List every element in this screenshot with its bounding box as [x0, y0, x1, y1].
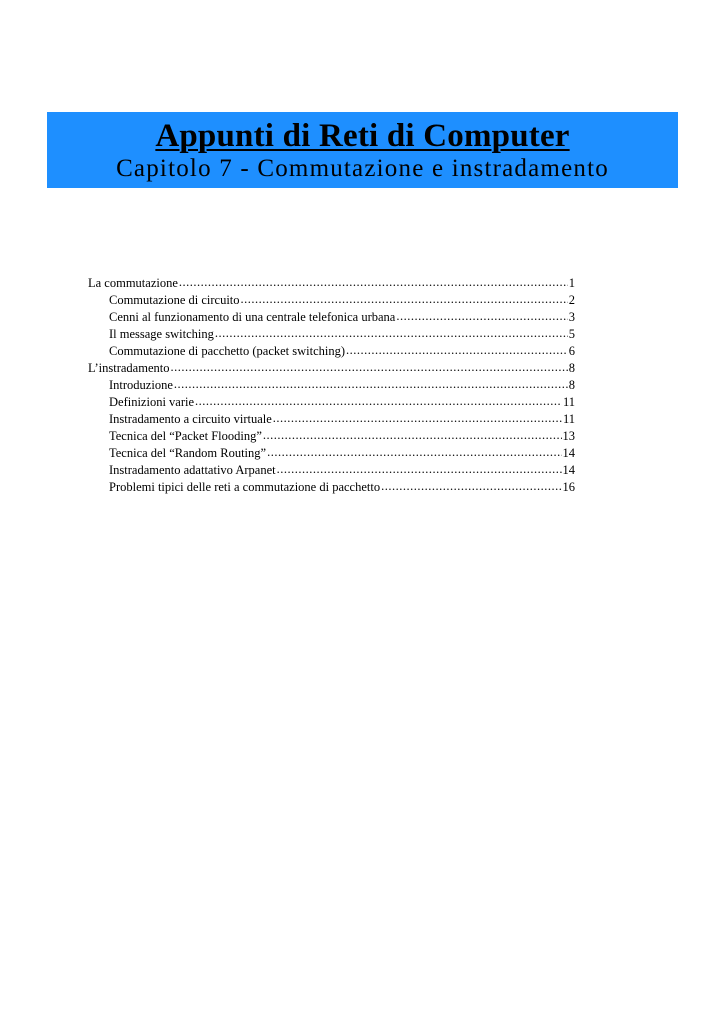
toc-page-number: 14 — [562, 463, 575, 477]
toc-page-number: 11 — [562, 412, 575, 426]
toc-entry-label: Problemi tipici delle reti a commutazione di pacchetto — [109, 480, 381, 494]
toc-entry-label: La commutazione — [88, 276, 178, 290]
toc-dot-leader — [381, 478, 561, 495]
toc-entry-label: Introduzione — [109, 378, 173, 392]
toc-entry-label: Instradamento adattativo Arpanet — [109, 463, 276, 477]
table-of-contents — [88, 275, 575, 496]
toc-dot-leader — [277, 461, 562, 478]
document-title: Appunti di Reti di Computer — [155, 118, 570, 154]
toc-entry-definizioni-varie[interactable] — [88, 394, 575, 411]
toc-page-number: 6 — [568, 344, 575, 358]
toc-page-number: 13 — [562, 429, 575, 443]
toc-entry-label: Cenni al funzionamento di una centrale telefonica urbana — [109, 310, 396, 324]
toc-entry-packet-flooding[interactable] — [88, 428, 575, 445]
chapter-subtitle: Capitolo 7 - Commutazione e instradamento — [116, 155, 609, 182]
toc-page-number: 14 — [562, 446, 575, 460]
toc-entry-centrale-telefonica[interactable] — [88, 309, 575, 326]
title-banner — [47, 112, 678, 188]
toc-entry-label: Tecnica del “Random Routing” — [109, 446, 267, 460]
toc-entry-label: Commutazione di circuito — [109, 293, 240, 307]
toc-dot-leader — [267, 444, 561, 461]
toc-entry-introduzione[interactable] — [88, 377, 575, 394]
toc-dot-leader — [346, 342, 568, 359]
toc-page-number: 8 — [568, 378, 575, 392]
toc-page-number: 1 — [568, 276, 575, 290]
toc-page-number: 8 — [568, 361, 575, 375]
toc-page-number: 11 — [562, 395, 575, 409]
toc-entry-random-routing[interactable] — [88, 445, 575, 462]
toc-dot-leader — [179, 274, 568, 291]
toc-dot-leader — [195, 393, 562, 410]
toc-entry-instradamento[interactable] — [88, 360, 575, 377]
toc-dot-leader — [263, 427, 562, 444]
toc-entry-arpanet[interactable] — [88, 462, 575, 479]
toc-dot-leader — [241, 291, 568, 308]
toc-page-number: 2 — [568, 293, 575, 307]
toc-entry-label: Instradamento a circuito virtuale — [109, 412, 272, 426]
toc-entry-label: Tecnica del “Packet Flooding” — [109, 429, 262, 443]
toc-entry-problemi-tipici[interactable] — [88, 479, 575, 496]
toc-entry-la-commutazione[interactable] — [88, 275, 575, 292]
toc-dot-leader — [174, 376, 568, 393]
toc-entry-label: Definizioni varie — [109, 395, 195, 409]
toc-page-number: 16 — [562, 480, 575, 494]
toc-dot-leader — [396, 308, 567, 325]
toc-dot-leader — [215, 325, 568, 342]
toc-entry-label: Il message switching — [109, 327, 214, 341]
toc-entry-message-switching[interactable] — [88, 326, 575, 343]
toc-entry-commutazione-di-circuito[interactable] — [88, 292, 575, 309]
toc-page-number: 5 — [568, 327, 575, 341]
toc-dot-leader — [273, 410, 562, 427]
toc-page-number: 3 — [568, 310, 575, 324]
toc-entry-packet-switching[interactable] — [88, 343, 575, 360]
toc-entry-label: Commutazione di pacchetto (packet switching) — [109, 344, 346, 358]
toc-entry-circuito-virtuale[interactable] — [88, 411, 575, 428]
toc-dot-leader — [170, 359, 567, 376]
toc-entry-label: L’instradamento — [88, 361, 170, 375]
